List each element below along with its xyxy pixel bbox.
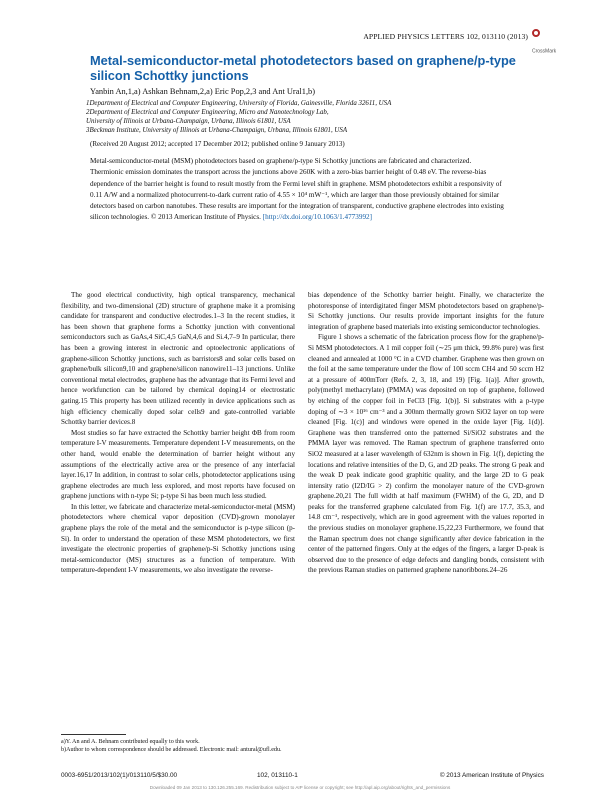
page-footer [61,772,544,782]
affiliation-3: 3Beckman Institute, University of Illinois at Urbana-Champaign, Urbana, Illinois 61801, USA [86,127,348,134]
paragraph: bias dependence of the Schottky barrier height. Finally, we characterize the photoresponse of interdigitated finger MSM photodetectors based on graphene/p-Si Schottky junctions. Our results provide important insights for the future integration of graphene based materials into existing semiconductor technologies. [308,291,544,331]
abstract [90,156,506,224]
download-notice: Downloaded 09 Jan 2013 to 130.126.255.169. Redistribution subject to AIP license or copyright; see http://apl.aip.org/about/rights_and_permissions [149,785,451,790]
footer-page-number: 102, 013110-1 [257,772,298,779]
footnote-divider [61,734,126,735]
affiliation-2-cont: University of Illinois at Urbana-Champaign, Urbana, Illinois 61801, USA [86,118,291,125]
footnote: b)Author to whom correspondence should be addressed. Electronic mail: antural@ufl.edu. [61,747,282,754]
footer-copyright: © 2013 American Institute of Physics [439,772,544,779]
paragraph: The good electrical conductivity, high optical transparency, mechanical flexibility, and two-dimensional (2D) structure of graphene make it a promising candidate for transparent and conductive electrodes.1–3 In the recent studies, it has been shown that graphene forms a Schottky junction with conventional semiconductors such as GaAs,4 SiC,4,5 GaN,4,6 and Si.4,7–9 In particular, there has been a growing interest in electronic and optoelectronic applications of graphene-silicon Schottky junctions, such as barristors8 and solar cells based on graphene/bulk silicon9,10 and graphene/silicon nanowire11–13 junctions. Unlike conventional metal electrodes, graphene has the advantage that its Fermi level and hence workfunction can be tailored by chemical doping14 or electrostatic gating.15 This property has been utilized recently in device applications such as high efficiency chemically doped solar cells9 and gate-controlled variable Schottky barrier devices.8 [61,291,295,427]
doi-link[interactable]: [http://dx.doi.org/10.1063/1.4773992] [262,213,373,222]
paragraph: Figure 1 shows a schematic of the fabrication process flow for the graphene/p-Si MSM photodetectors. A 1 mil copper foil (∼25 μm thick, 99.8% pure) was first cleaned and annealed at 1000 °C in a CVD chamber. Graphene was then grown on the foil at the same temperature under the flow of 100 sccm CH4 and 50 sccm H2 at a pressure of 400mTorr (Refs. 2, 3, 18, and 19) [Fig. 1(a)]. After growth, poly(methyl methacrylate) (PMMA) was deposited on top of graphene, followed by etching of the copper foil in FeCl3 [Fig. 1(b)]. Si substrates with a p-type doping of ∼3 × 10¹⁶ cm⁻³ and a 300nm thermally grown SiO2 layer on top were cleaned [Fig. 1(c)] and windows were opened in the oxide layer [Fig. 1(d)]. Graphene was then transferred onto the patterned Si/SiO2 substrates and the PMMA layer was removed. The Raman spectrum of graphene transferred onto SiO2 measured at a laser wavelength of 632nm is shown in Fig. 1(f), depicting the locations and relative intensities of the D, G, and 2D peaks. The strong G peak and the weak D peak indicate good graphitic quality, and the large 2D to G peak intensity ratio (I2D/IG > 2) confirm the monolayer nature of the CVD-grown graphene.20,21 The full width at half maximum (FWHM) of the G, 2D, and D peaks for the transferred graphene calculated from Fig. 1(f) are 17.7, 35.3, and 14.8 cm⁻¹, respectively, which are in good agreement with the values reported in the previous studies on monolayer graphene.15,22,23 Furthermore, we found that the Raman spectrum does not change significantly after device fabrication in the center of the patterned fingers. Only at the edges of the fingers, a larger D-peak is observed due to the presence of edge defects and dangling bonds, consistent with the previous Raman studies on patterned graphene nanoribbons.24–26 [308,333,544,575]
crossmark-icon [532,29,540,37]
crossmark-label: CrossMark [532,48,557,55]
crossmark-badge[interactable] [532,24,558,55]
footnotes [61,738,295,755]
affiliation-2: 2Department of Electrical and Computer Engineering, Micro and Nanotechnology Lab, [86,109,329,116]
received-dates: (Received 20 August 2012; accepted 17 December 2012; published online 9 January 2013) [90,140,345,148]
abstract-text: Metal-semiconductor-metal (MSM) photodetectors based on graphene/p-type Si Schottky junctions are fabricated and characterized. Thermionic emission dominates the transport across the junctions above 260K with a zero-bias barrier height of 0.48 eV. The reverse-bias dependence of the barrier height is found to result mostly from the Fermi level shift in graphene. MSM photodetectors exhibit a responsivity of 0.11 A/W and a normalized photocurrent-to-dark current ratio of 4.55 × 10⁴ mW⁻¹, which are larger than those previously obtained for similar detectors based on carbon nanotubes. These results are important for the integration of transparent, conductive graphene electrodes into existing silicon technologies. © 2013 American Institute of Physics. [90,157,504,222]
article-title: Metal-semiconductor-metal photodetectors based on graphene/p-type silicon Schottky junctions [90,53,516,83]
body-column-right [308,290,544,576]
footer-issn: 0003-6951/2013/102(1)/013110/5/$30.00 [61,772,178,779]
footnote: a)Y. An and A. Behnam contributed equally to this work. [61,739,200,745]
journal-header: APPLIED PHYSICS LETTERS 102, 013110 (2013) [363,32,528,41]
body-column-left [61,290,295,576]
paragraph: Most studies so far have extracted the Schottky barrier height ΦB from room temperature I-V measurements. Temperature dependent I-V measurements, on the other hand, would enable the determination of barrier height without any assumptions of the electrically active area or the presence of any interfacial layer.16,17 In addition, in contrast to solar cells, photodetector applications using graphene electrodes are much less explored, and most reports have focused on graphene junctions with n-type Si; p-type Si has been much less studied. [61,428,295,501]
paragraph: In this letter, we fabricate and characterize metal-semiconductor-metal (MSM) photodetectors where chemical vapor deposition (CVD)-grown monolayer graphene plays the role of the metal and the semiconductor is p-type silicon (p-Si). In order to understand the operation of these MSM photodetectors, we first investigate the electronic properties of graphene/p-Si Schottky junctions using metal-semiconductor (MS) structures as a function of temperature. With temperature-dependent I-V measurements, we also investigate the reverse- [61,502,295,575]
author-list: Yanbin An,1,a) Ashkan Behnam,2,a) Eric Pop,2,3 and Ant Ural1,b) [90,87,316,96]
affiliation-1: 1Department of Electrical and Computer Engineering, University of Florida, Gainesville, Florida 32611, USA [86,100,392,107]
